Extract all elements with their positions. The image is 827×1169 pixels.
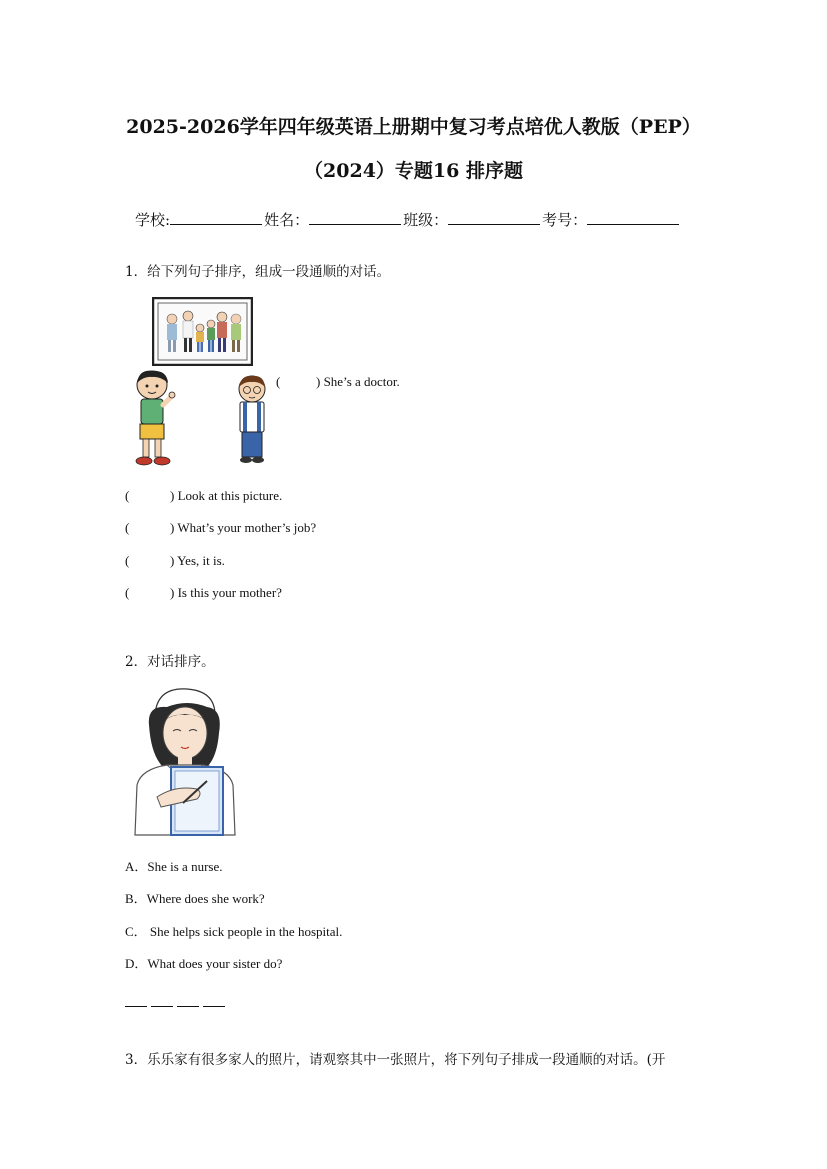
answer-blank[interactable] — [125, 998, 147, 1007]
boy-with-glasses-illustration — [232, 373, 272, 465]
q2-option-c: C． She helps sick people in the hospital. — [125, 924, 343, 939]
q1-option-paren[interactable]: ( — [125, 585, 130, 600]
page-subtitle: （2024）专题16 排序题 — [304, 160, 523, 182]
q1-option-paren[interactable]: ( — [125, 520, 130, 535]
q1-option-paren[interactable]: ( — [125, 488, 130, 503]
q2-option-d: D．What does your sister do? — [125, 956, 283, 971]
q1-option-text: ) Look at this picture. — [170, 488, 283, 503]
name-label: 姓名： — [264, 211, 310, 229]
name-blank[interactable] — [309, 209, 401, 225]
q1-speech-text: ) She’s a doctor. — [316, 374, 400, 389]
q1-option — [125, 585, 282, 601]
q1-option-text: ) Yes, it is. — [170, 553, 225, 568]
q2-answer-blanks — [125, 992, 229, 1011]
q1-speech-paren[interactable]: ( — [276, 374, 281, 389]
q1-option — [125, 488, 282, 504]
answer-blank[interactable] — [151, 998, 173, 1007]
q1-option-text: ) What’s your mother’s job? — [170, 520, 317, 535]
answer-blank[interactable] — [203, 998, 225, 1007]
q1-option — [125, 553, 225, 569]
q1-option-paren[interactable]: ( — [125, 553, 130, 568]
q1-option — [125, 520, 316, 536]
class-blank[interactable] — [448, 209, 540, 225]
page-title: 2025-2026学年四年级英语上册期中复习考点培优人教版（PEP） — [126, 116, 701, 138]
answer-blank[interactable] — [177, 998, 199, 1007]
school-label: 学校: — [135, 211, 171, 229]
exam-no-label: 考号： — [542, 211, 588, 229]
q1-option-text: ) Is this your mother? — [170, 585, 282, 600]
school-blank[interactable] — [170, 209, 262, 225]
q2-option-b: B．Where does she work? — [125, 891, 265, 906]
q1-speech-line — [276, 374, 400, 390]
family-picture-illustration — [152, 297, 253, 366]
q1-prompt: 1．给下列句子排序，组成一段通顺的对话。 — [125, 264, 391, 280]
q2-prompt: 2．对话排序。 — [125, 654, 215, 670]
exam-no-blank[interactable] — [587, 209, 679, 225]
student-info-line — [135, 209, 681, 230]
boy-character-illustration — [127, 367, 177, 467]
nurse-illustration — [127, 685, 242, 840]
class-label: 班级： — [403, 211, 449, 229]
q3-prompt: 3．乐乐家有很多家人的照片，请观察其中一张照片，将下列句子排成一段通顺的对话。(开 — [125, 1052, 666, 1068]
q2-option-a: A．She is a nurse. — [125, 859, 223, 874]
